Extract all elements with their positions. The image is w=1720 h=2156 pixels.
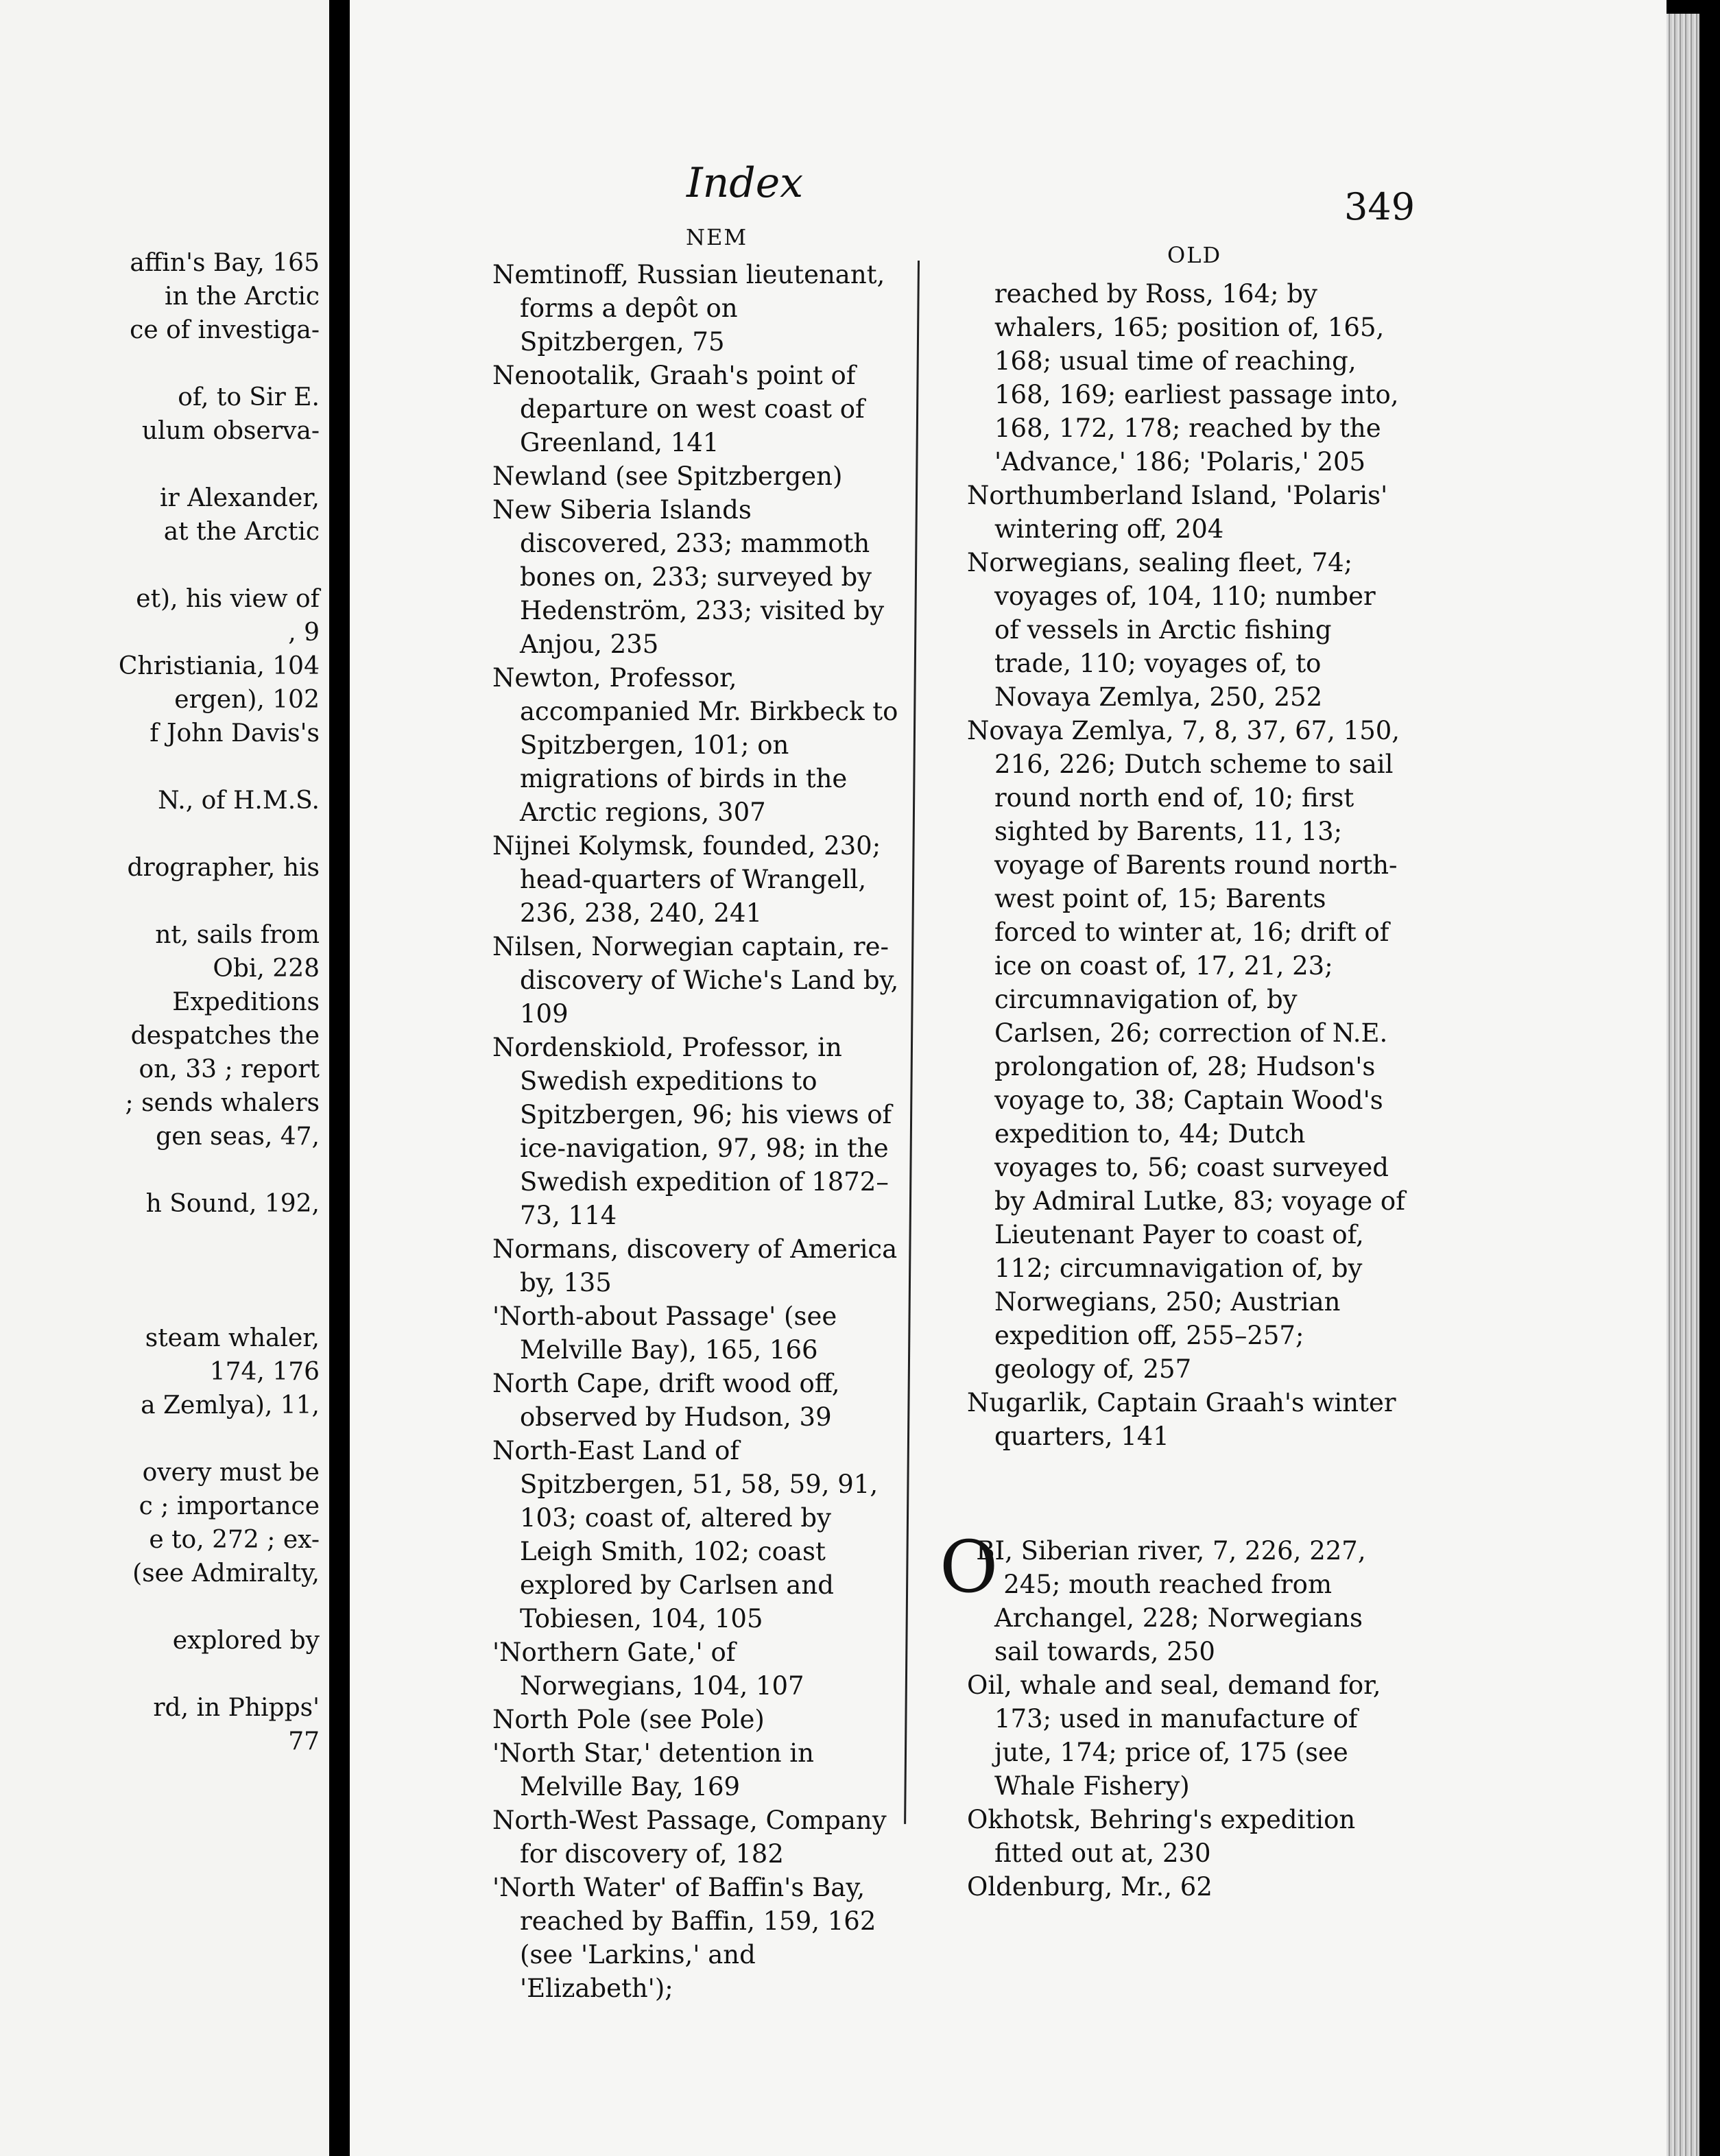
index-entry: New Siberia Islands discovered, 233; mammoth bones on, 233; surveyed by Hedenström, 233; visited by Anjou, 235 bbox=[492, 495, 885, 659]
left-page-line: explored by bbox=[172, 1627, 320, 1655]
left-page-line: in the Arctic bbox=[164, 283, 320, 311]
left-page-line: 174, 176 bbox=[209, 1358, 320, 1386]
page-edge bbox=[1667, 14, 1699, 2156]
index-entry: Nenootalik, Graah's point of departure on west coast of Greenland, 141 bbox=[492, 361, 865, 457]
index-entry: 'North Star,' detention in Melville Bay, 169 bbox=[492, 1738, 814, 1801]
left-page-line: h Sound, 192, bbox=[145, 1190, 320, 1218]
left-page-line: rd, in Phipps' bbox=[153, 1694, 320, 1722]
right-column-head: OLD bbox=[1167, 242, 1222, 268]
index-entry-obi bbox=[940, 1525, 1406, 1668]
left-page-line: nt, sails from bbox=[155, 921, 320, 949]
left-page-line: ; sends whalers bbox=[125, 1089, 320, 1117]
index-entry: Nijnei Kolymsk, founded, 230; head-quarters of Wrangell, 236, 238, 240, 241 bbox=[492, 831, 881, 928]
drop-cap: O bbox=[940, 1525, 999, 1609]
left-page-line: N., of H.M.S. bbox=[158, 787, 320, 815]
left-page-line: ergen), 102 bbox=[174, 686, 320, 714]
left-page-line: of, to Sir E. bbox=[178, 383, 320, 411]
left-page-line: Expeditions bbox=[172, 988, 320, 1016]
left-page-line: Obi, 228 bbox=[213, 955, 320, 983]
running-title: Index bbox=[686, 159, 804, 207]
index-entry: Newland (see Spitzbergen) bbox=[492, 462, 843, 491]
index-entry: Newton, Professor, accompanied Mr. Birkbeck to Spitzbergen, 101; on migrations of birds in the Arctic regions, 307 bbox=[492, 663, 898, 827]
left-column-head: NEM bbox=[686, 224, 748, 250]
left-page-line: steam whaler, bbox=[145, 1324, 320, 1352]
left-page-line: , 9 bbox=[288, 619, 320, 647]
left-page-line: ir Alexander, bbox=[160, 484, 320, 512]
index-entry: 'North-about Passage' (see Melville Bay), 165, 166 bbox=[492, 1302, 837, 1365]
index-entry: Northumberland Island, 'Polaris' wintering off, 204 bbox=[967, 481, 1388, 544]
left-page-line: drographer, his bbox=[127, 854, 320, 882]
left-page-line: despatches the bbox=[130, 1022, 320, 1050]
left-page-line: overy must be bbox=[142, 1459, 320, 1487]
index-entry: North Cape, drift wood off, observed by Hudson, 39 bbox=[492, 1369, 840, 1432]
index-entry: Okhotsk, Behring's expedition fitted out at, 230 bbox=[967, 1805, 1356, 1868]
left-page-line: ce of investiga- bbox=[130, 316, 320, 344]
left-page bbox=[0, 0, 329, 2156]
index-entry: 'Northern Gate,' of Norwegians, 104, 107 bbox=[492, 1638, 804, 1701]
index-entry: Normans, discovery of America by, 135 bbox=[492, 1234, 898, 1297]
index-entry-obi-text: BI, Siberian river, 7, 226, 227, 245; mouth reached from Archangel, 228; Norwegians sail towards, 250 bbox=[976, 1536, 1366, 1666]
left-page-line: ulum observa- bbox=[141, 417, 320, 445]
index-entry: North Pole (see Pole) bbox=[492, 1705, 765, 1734]
left-page-line: e to, 272 ; ex- bbox=[149, 1526, 320, 1554]
left-page-line: 77 bbox=[288, 1727, 320, 1756]
left-page-line: gen seas, 47, bbox=[156, 1123, 320, 1151]
index-entry: Norwegians, sealing fleet, 74; voyages of, 104, 110; number of vessels in Arctic fishing trade, 110; voyages of, to Novaya Zemlya, 250, 252 bbox=[967, 548, 1376, 712]
index-entry: Nordenskiold, Professor, in Swedish expeditions to Spitzbergen, 96; his views of ice-navigation, 97, 98; in the Swedish expedition of 1872–73, 114 bbox=[492, 1033, 892, 1230]
right-index-column bbox=[940, 277, 1406, 1904]
left-index-column bbox=[492, 258, 904, 2005]
page-number: 349 bbox=[1344, 185, 1416, 228]
index-entry: North-East Land of Spitzbergen, 51, 58, 59, 91, 103; coast of, altered by Leigh Smith, 102; coast explored by Carlsen and Tobiesen, 104, 105 bbox=[492, 1436, 879, 1633]
left-page-line: (see Admiralty, bbox=[132, 1559, 320, 1588]
left-page-line: a Zemlya), 11, bbox=[141, 1391, 320, 1420]
index-entry: 'North Water' of Baffin's Bay, reached by Baffin, 159, 162 (see 'Larkins,' and 'Elizabeth'); bbox=[492, 1873, 876, 2003]
left-page-line: f John Davis's bbox=[150, 719, 320, 747]
left-page-line: et), his view of bbox=[136, 585, 320, 613]
index-entry: North-West Passage, Company for discovery of, 182 bbox=[492, 1806, 887, 1869]
index-entry: Nemtinoff, Russian lieutenant, forms a depôt on Spitzbergen, 75 bbox=[492, 260, 885, 357]
index-entry: Nugarlik, Captain Graah's winter quarters, 141 bbox=[967, 1388, 1396, 1451]
left-page-line: at the Arctic bbox=[163, 518, 320, 546]
left-page-line: Christiania, 104 bbox=[118, 652, 320, 680]
left-page-line: c ; importance bbox=[139, 1492, 320, 1520]
continuation-entry: reached by Ross, 164; by whalers, 165; position of, 165, 168; usual time of reaching, 168, 169; earliest passage into, 168, 172, 178; reached by the 'Advance,' 186; 'Polaris,' 205 bbox=[994, 279, 1399, 477]
left-page-line: affin's Bay, 165 bbox=[130, 249, 320, 277]
left-page-line: on, 33 ; report bbox=[139, 1055, 320, 1083]
index-entry: Oldenburg, Mr., 62 bbox=[967, 1872, 1213, 1902]
index-entry: Novaya Zemlya, 7, 8, 37, 67, 150, 216, 226; Dutch scheme to sail round north end of, 10; first sighted by Barents, 11, 13; voyage of Barents round north-west point of, 15; Barents forced to winter at, 16; drift of ice on coast of, 17, 21, 23; circumnavigation of, by Carlsen, 26; correction of N.E. prolongation of, 28; Hudson's voyage to, 38; Captain Wood's expedition to, 44; Dutch voyages to, 56; coast surveyed by Admiral Lutke, 83; voyage of Lieutenant Payer to coast of, 112; circumnavigation of, by Norwegians, 250; Austrian expedition off, 255–257; geology of, 257 bbox=[967, 716, 1405, 1384]
index-entry: Nilsen, Norwegian captain, re-discovery of Wiche's Land by, 109 bbox=[492, 932, 899, 1029]
section-gap bbox=[967, 1453, 1406, 1534]
index-entry: Oil, whale and seal, demand for, 173; used in manufacture of jute, 174; price of, 175 (see Whale Fishery) bbox=[967, 1670, 1381, 1801]
book-gutter bbox=[329, 0, 350, 2156]
